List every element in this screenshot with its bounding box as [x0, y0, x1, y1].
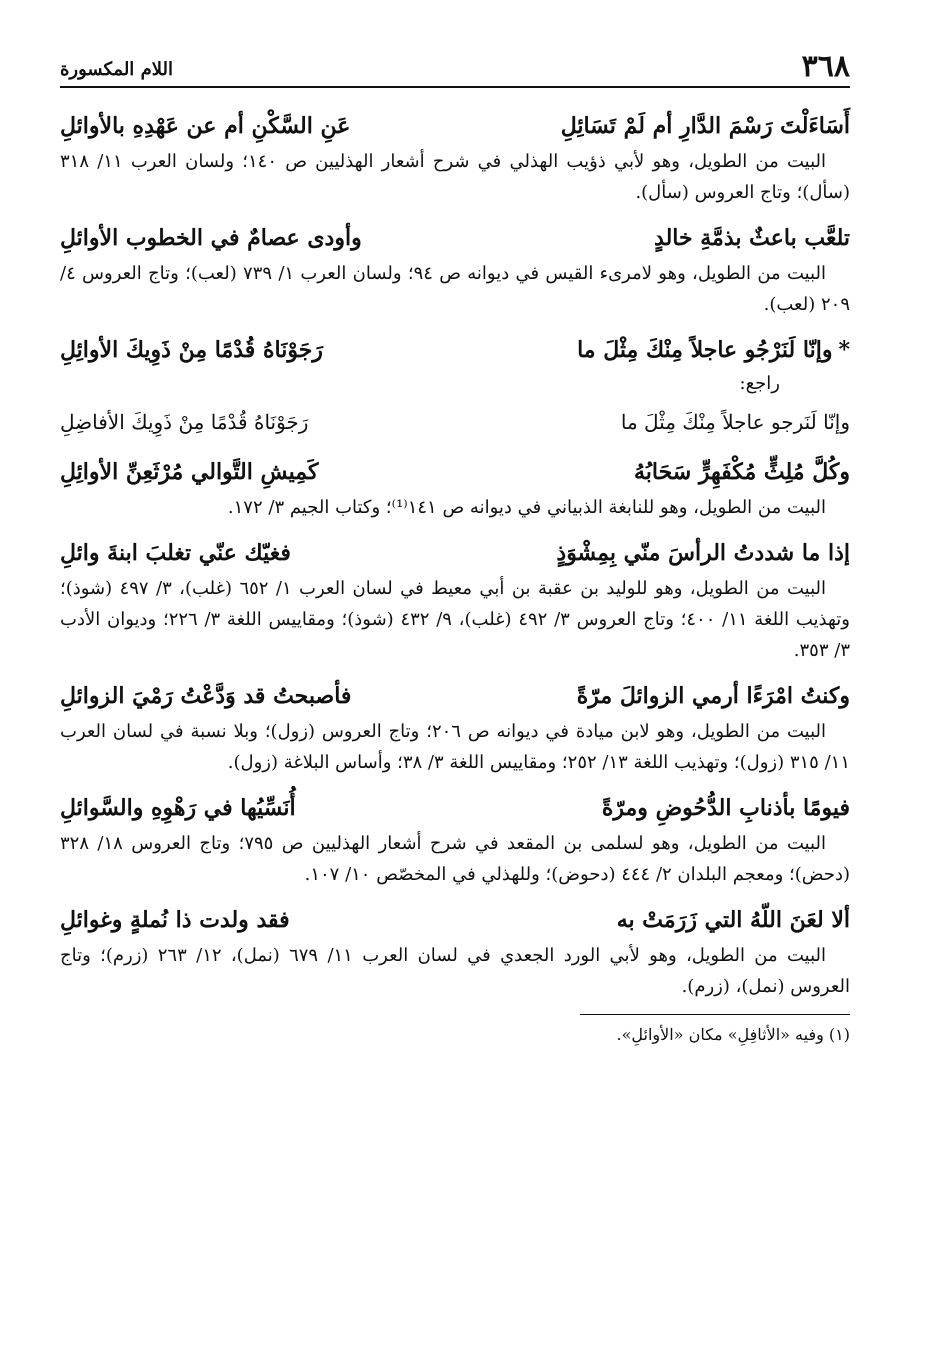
verse-second-hemistich: رَجَوْنَاهُ قُدْمًا مِنْ ذَوِيكَ الأوائِلِ: [60, 337, 323, 363]
poem-entry: [60, 106, 850, 208]
commentary: البيت من الطويل، وهو لامرىء القيس في ديوانه ص ٩٤؛ ولسان العرب ١/ ٧٣٩ (لعب)؛ وتاج العروس ٤/ ٢٠٩ (لعب).: [60, 263, 850, 315]
verse-first-hemistich: إذا ما شددتُ الرأسَ منّي بِمِشْوَذٍ: [556, 540, 850, 566]
verse-line: [60, 452, 850, 492]
running-title: اللام المكسورة: [60, 59, 173, 80]
verse-first-hemistich: ألا لعَنَ اللّهُ التي زَرَمَتْ به: [616, 907, 850, 933]
verse-line: [60, 533, 850, 573]
verse-second-hemistich: فأصبحتُ قد وَدَّعْتُ رَمْيَ الزوائلِ: [60, 683, 352, 709]
verse-line: [60, 106, 850, 146]
verse-first-hemistich: وكُلَّ مُلِثٍّ مُكْفَهِرٍّ سَحَابُهُ: [633, 459, 850, 485]
poem-entry: [60, 676, 850, 778]
verse-first-hemistich: فيومًا بأذنابِ الدُّحُوضِ ومرّةً: [601, 795, 850, 821]
verse-first-hemistich: وإنّا لَنَرْجُو عاجلاً مِنْكَ مِثْلَ ما: [577, 337, 833, 363]
verse-second-hemistich: أُنَسِّيُها في رَهْوِهِ والسَّوائلِ: [60, 795, 296, 821]
footnote: (١) وفيه «الأثافِلِ» مكان «الأوائلِ».: [616, 1025, 850, 1044]
commentary: البيت من الطويل، وهو لأبي الورد الجعدي في لسان العرب ١١/ ٦٧٩ (نمل)، ١٢/ ٢٦٣ (زرم)؛ وتاج العروس (نمل)، (زرم).: [60, 945, 850, 997]
verse-second-hemistich: عَنِ السَّكْنِ أم عن عَهْدِهِ بالأوائلِ: [60, 113, 351, 139]
verse-line: [60, 900, 850, 940]
commentary: البيت من الطويل، وهو لابن ميادة في ديوانه ص ٢٠٦؛ وتاج العروس (زول)؛ وبلا نسبة في لسان العرب ١١/ ٣١٥ (زول)؛ وتهذيب اللغة ١٣/ ٢٥٢؛ ومقاييس اللغة ٣/ ٣٨؛ وأساس البلاغة (زول).: [60, 721, 850, 773]
page-header: [60, 50, 850, 88]
poem-entry: [60, 900, 850, 1002]
verse-line: [60, 330, 850, 370]
verse-line: [60, 676, 850, 716]
verse-first-hemistich: تلعَّب باعثٌ بذمَّةِ خالدٍ: [654, 225, 850, 251]
verse-second-hemistich: كَمِيشِ التَّوالي مُرْثَعِنِّ الأوائِلِ: [60, 459, 319, 485]
verse-second-hemistich: وأودى عصامٌ في الخطوب الأوائلِ: [60, 225, 362, 251]
poem-entry: [60, 330, 850, 442]
commentary: البيت من الطويل، وهو لسلمى بن المقعد في شرح أشعار الهذليين ص ٧٩٥؛ وتاج العروس ١٨/ ٣٢٨ (دحض)؛ ومعجم البلدان ٢/ ٤٤٤ (دحوض)؛ وللهذلي في المخصّص ١٠/ ١٠٧.: [60, 833, 850, 885]
cross-reference-label: راجع:: [739, 373, 780, 394]
commentary: البيت من الطويل، وهو للوليد بن عقبة بن أبي معيط في لسان العرب ١/ ٦٥٢ (غلب)، ٣/ ٤٩٧ (شوذ)؛ وتهذيب اللغة ١١/ ٤٠٠؛ وتاج العروس ٣/ ٤٩٢ (غلب)، ٩/ ٤٣٢ (شوذ)؛ ومقاييس اللغة ٣/ ٢٢٦؛ وديوان الأدب ٣/ ٣٥٣.: [60, 578, 850, 661]
footnote-divider: [580, 1014, 850, 1015]
verse-line-variant: [60, 402, 850, 442]
verse-line: [60, 218, 850, 258]
verse-second-hemistich: فغيّك عنّي تغلبَ ابنةَ وائلِ: [60, 540, 291, 566]
poem-entry: [60, 533, 850, 666]
verse-line: [60, 788, 850, 828]
commentary: البيت من الطويل، وهو لأبي ذؤيب الهذلي في شرح أشعار الهذليين ص ١٤٠؛ ولسان العرب ١١/ ٣١٨ (سأل)؛ وتاج العروس (سأل).: [60, 151, 850, 203]
star-marker: *: [838, 337, 850, 363]
commentary: البيت من الطويل، وهو للنابغة الذبياني في ديوانه ص ١٤١⁽¹⁾؛ وكتاب الجيم ٣/ ١٧٢.: [227, 497, 826, 518]
verse-second-hemistich: رَجَوْنَاهُ قُدْمًا مِنْ ذَوِيكَ الأفاضِلِ: [60, 410, 309, 434]
poem-entry: [60, 452, 850, 523]
document-page: [60, 50, 850, 1047]
page-number: ٣٦٨: [801, 49, 850, 84]
poem-entry: [60, 218, 850, 320]
verse-second-hemistich: فقد ولدت ذا نُملةٍ وغوائلِ: [60, 907, 290, 933]
verse-first-hemistich: وإنّا لَنَرجو عاجلاً مِنْكَ مِثْلَ ما: [620, 410, 850, 434]
verse-first-hemistich: أَسَاءَلْتَ رَسْمَ الدَّارِ أم لَمْ تَسَائِلِ: [560, 113, 850, 139]
verse-first-hemistich: وكنتُ امْرَءًا أرمي الزوائلَ مرّةً: [576, 683, 850, 709]
poem-entry: [60, 788, 850, 890]
